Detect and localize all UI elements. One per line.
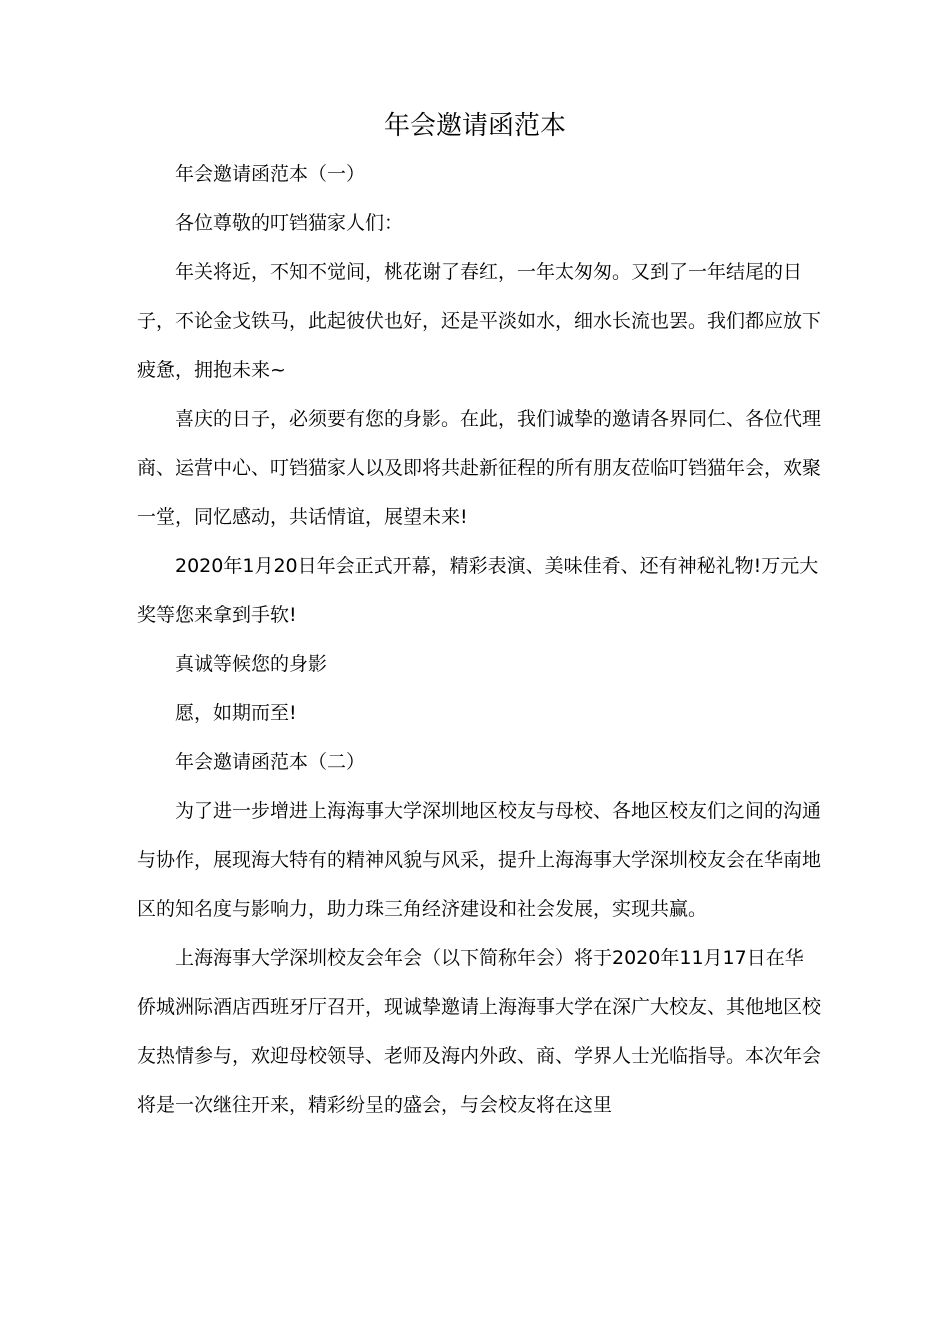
document-body xyxy=(137,150,822,1130)
body-paragraph: 喜庆的日子，必须要有您的身影。在此，我们诚挚的邀请各界同仁、各位代理商、运营中心、叮铛猫家人以及即将共赴新征程的所有朋友莅临叮铛猫年会，欢聚一堂，同忆感动，共话情谊，展望未来! xyxy=(137,408,822,528)
document-title: 年会邀请函范本 xyxy=(383,111,566,141)
body-paragraph: 上海海事大学深圳校友会年会（以下简称年会）将于2020年11月17日在华侨城洲际酒店西班牙厅召开，现诚挚邀请上海海事大学在深广大校友、其他地区校友热情参与，欢迎母校领导、老师及海内外政、商、学界人士光临指导。本次年会将是一次继往开来，精彩纷呈的盛会，与会校友将在这里 xyxy=(137,947,822,1116)
body-paragraph: 真诚等候您的身影 xyxy=(175,653,328,675)
body-paragraph: 愿，如期而至! xyxy=(175,702,297,724)
body-paragraph: 为了进一步增进上海海事大学深圳地区校友与母校、各地区校友们之间的沟通与协作，展现海大特有的精神风貌与风采，提升上海海事大学深圳校友会在华南地区的知名度与影响力，助力珠三角经济建设和社会发展，实现共赢。 xyxy=(137,800,822,920)
section-heading-2: 年会邀请函范本（二） xyxy=(175,751,366,773)
section-heading-1: 年会邀请函范本（一） xyxy=(175,163,366,185)
body-paragraph: 2020年1月20日年会正式开幕，精彩表演、美味佳肴、还有神秘礼物!万元大奖等您来拿到手软! xyxy=(137,555,819,626)
greeting-paragraph: 各位尊敬的叮铛猫家人们： xyxy=(175,212,404,234)
body-paragraph: 年关将近，不知不觉间，桃花谢了春红，一年太匆匆。又到了一年结尾的日子，不论金戈铁马，此起彼伏也好，还是平淡如水，细水长流也罢。我们都应放下疲惫，拥抱未来~ xyxy=(137,261,822,381)
